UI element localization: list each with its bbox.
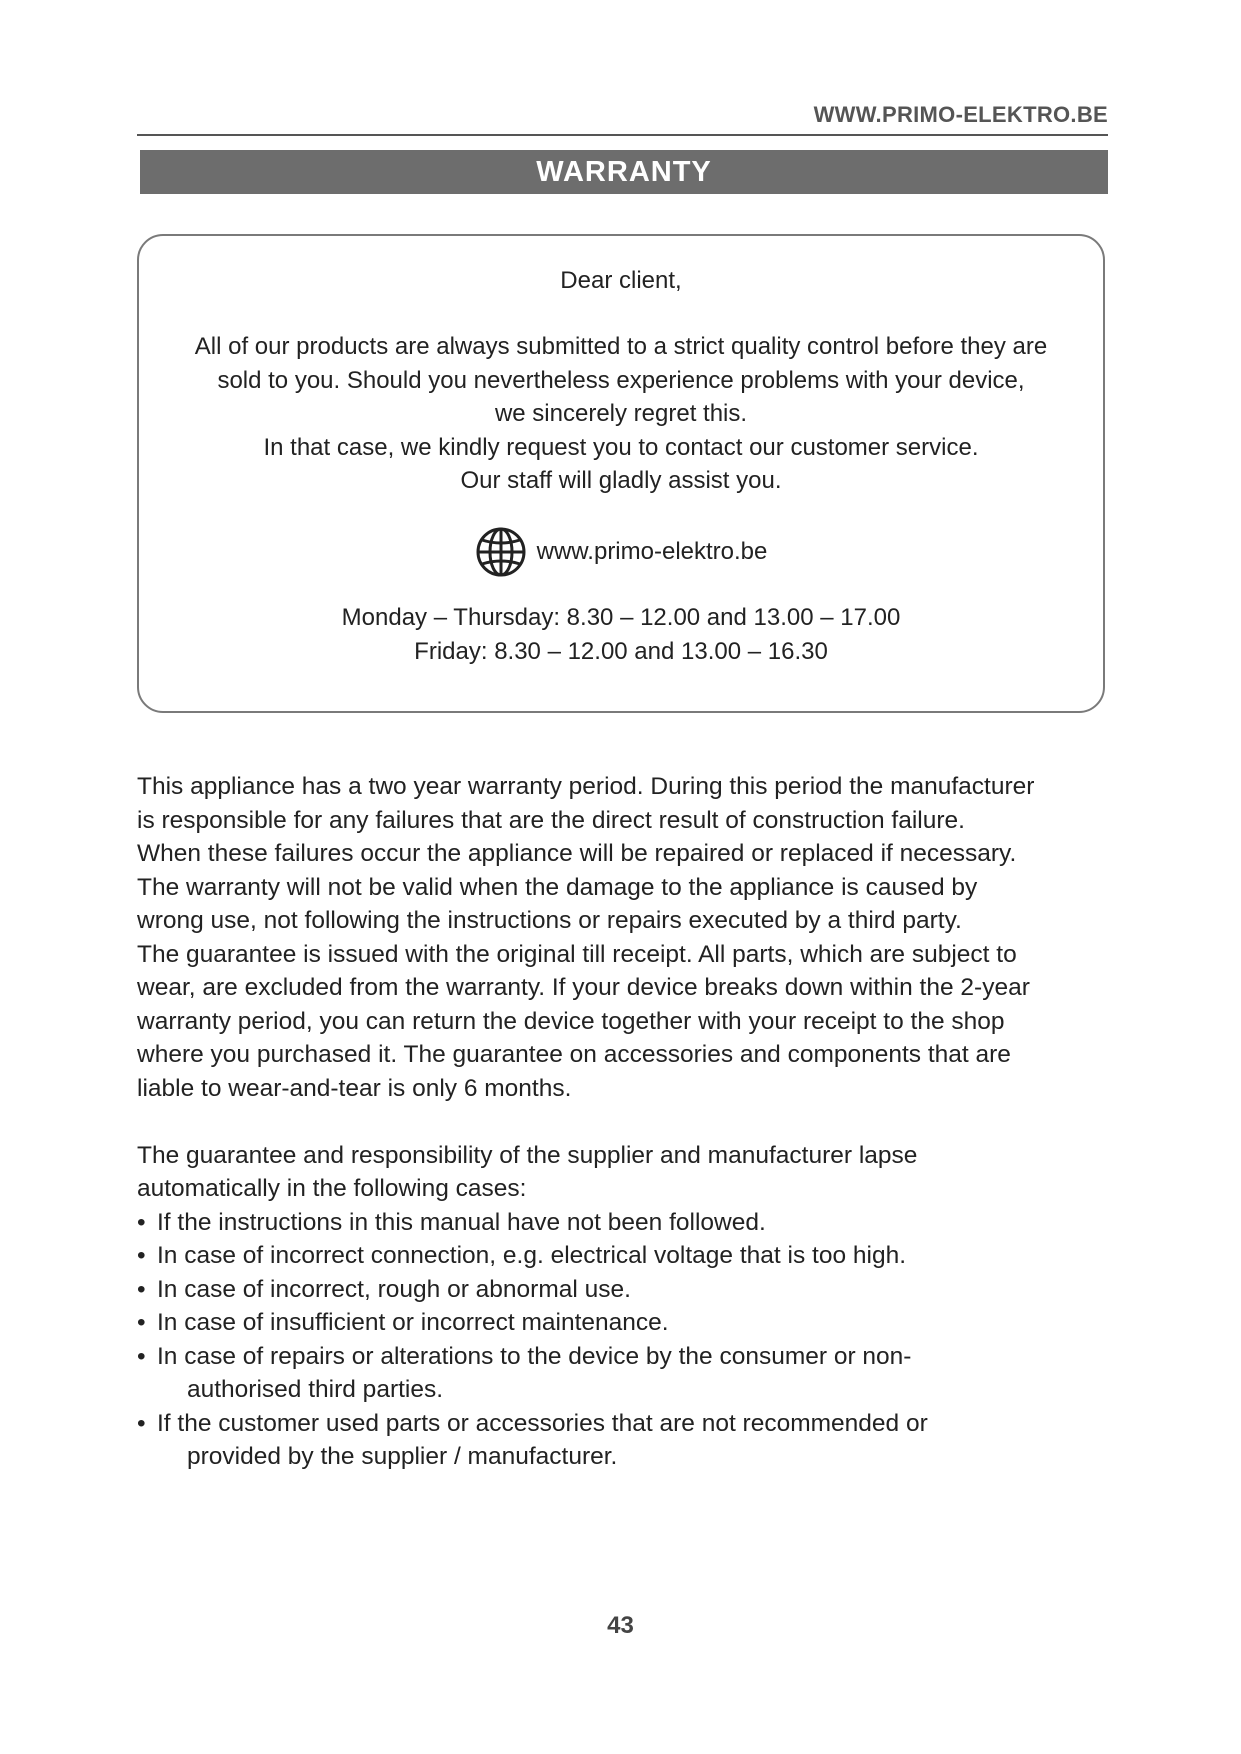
intro-line: sold to you. Should you nevertheless experience problems with your device,: [217, 366, 1025, 394]
website-row: [139, 526, 1103, 578]
list-item: • If the instructions in this manual have not been followed.: [137, 1206, 1107, 1240]
paragraph-line: wear, are excluded from the warranty. If your device breaks down within the 2-year: [137, 974, 1030, 1001]
list-item: • If the customer used parts or accessories that are not recommended or provided by the supplier / manufacturer.: [137, 1407, 1107, 1474]
hours-line: Monday – Thursday: 8.30 – 12.00 and 13.00 – 17.00: [341, 604, 901, 631]
paragraph-line: automatically in the following cases:: [137, 1175, 527, 1202]
intro-line: Our staff will gladly assist you.: [460, 467, 782, 494]
intro-line: All of our products are always submitted to a strict quality control before they are: [194, 333, 1048, 360]
list-item: • In case of incorrect connection, e.g. electrical voltage that is too high.: [137, 1239, 1107, 1273]
paragraph-line: When these failures occur the appliance will be repaired or replaced if necessary.: [137, 840, 1017, 867]
header-divider: [137, 134, 1108, 136]
intro-line: we sincerely regret this.: [494, 400, 748, 427]
globe-icon: [475, 526, 527, 578]
paragraph-line: The guarantee is issued with the original till receipt. All parts, which are subject to: [137, 940, 1017, 968]
opening-hours: [139, 601, 1103, 668]
paragraph-line: wrong use, not following the instructions or repairs executed by a third party.: [137, 907, 962, 934]
warranty-paragraph: [137, 770, 1107, 1105]
paragraph-line: where you purchased it. The guarantee on accessories and components that are: [137, 1041, 1011, 1068]
website-header: WWW.PRIMO-ELEKTRO.BE: [813, 102, 1108, 127]
page-number: 43: [607, 1612, 634, 1639]
lapse-paragraph: [137, 1139, 1107, 1206]
paragraph-line: This appliance has a two year warranty period. During this period the manufacturer: [137, 773, 1035, 800]
intro-text: [139, 330, 1103, 498]
intro-line: In that case, we kindly request you to contact our customer service.: [263, 433, 979, 461]
paragraph-line: The guarantee and responsibility of the supplier and manufacturer lapse: [137, 1141, 918, 1169]
paragraph-line: liable to wear-and-tear is only 6 months.: [137, 1074, 572, 1102]
customer-notice-box: [137, 234, 1105, 713]
greeting: Dear client,: [560, 267, 682, 294]
list-item: • In case of insufficient or incorrect maintenance.: [137, 1306, 1107, 1340]
paragraph-line: is responsible for any failures that are the direct result of construction failure.: [137, 806, 965, 834]
hours-line: Friday: 8.30 – 12.00 and 13.00 – 16.30: [414, 637, 828, 665]
lapse-cases-list: [137, 1206, 1107, 1474]
warranty-body: [137, 770, 1107, 1474]
website-link[interactable]: www.primo-elektro.be: [536, 538, 768, 566]
list-item: • In case of incorrect, rough or abnormal use.: [137, 1273, 1107, 1307]
paragraph-line: The warranty will not be valid when the damage to the appliance is caused by: [137, 873, 978, 901]
page-title: WARRANTY: [140, 150, 1108, 194]
paragraph-line: warranty period, you can return the device together with your receipt to the shop: [137, 1007, 1005, 1035]
list-item: • In case of repairs or alterations to the device by the consumer or non- authorised third parties.: [137, 1340, 1107, 1407]
